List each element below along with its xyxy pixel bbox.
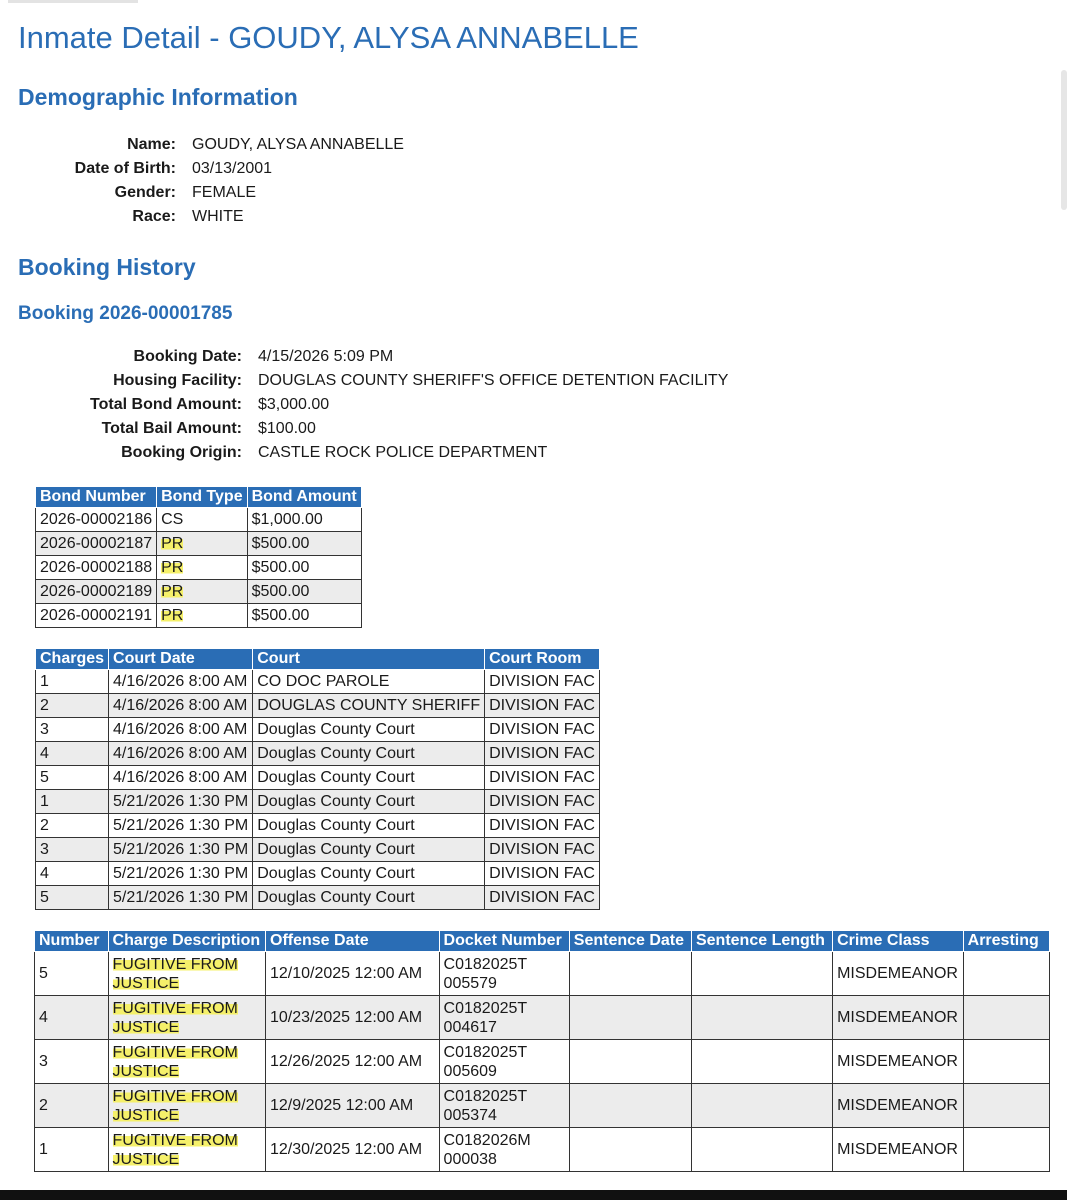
bond-type-text: PR [161, 582, 184, 600]
sentence-length [691, 996, 832, 1040]
field-value: CASTLE ROCK POLICE DEPARTMENT [258, 444, 548, 461]
table-row [36, 718, 600, 742]
sentence-length [691, 1128, 832, 1172]
docket-line: 000038 [443, 1150, 497, 1168]
table-header-row [36, 487, 362, 508]
col-header: Court Date [109, 649, 253, 670]
arresting-agency [963, 1040, 1049, 1084]
crime-class: MISDEMEANOR [833, 952, 964, 996]
desc-line: FUGITIVE FROM [112, 1087, 238, 1105]
desc-line: JUSTICE [112, 1018, 180, 1036]
booking-fields [0, 345, 728, 465]
bond-amount: $500.00 [247, 604, 361, 628]
charge-ref: 1 [36, 790, 109, 814]
sentence-date [569, 996, 691, 1040]
field-label: Booking Origin: [121, 444, 242, 461]
table-row [36, 766, 600, 790]
page-title: Inmate Detail - GOUDY, ALYSA ANNABELLE [18, 20, 639, 55]
desc-line: JUSTICE [112, 1062, 180, 1080]
court-name: Douglas County Court [253, 790, 485, 814]
table-row [35, 952, 1050, 996]
court-name: Douglas County Court [253, 742, 485, 766]
court-date: 5/21/2026 1:30 PM [109, 862, 253, 886]
field-value: GOUDY, ALYSA ANNABELLE [192, 136, 404, 153]
court-name: Douglas County Court [253, 838, 485, 862]
field-label: Date of Birth: [74, 160, 176, 177]
vertical-scrollbar[interactable] [1061, 70, 1067, 210]
table-row [36, 742, 600, 766]
docket-line: C0182025T [443, 1043, 528, 1061]
col-header: Court [253, 649, 485, 670]
court-dates-table [35, 648, 600, 910]
table-header-row [35, 931, 1050, 952]
bond-type [157, 604, 247, 628]
docket-number [439, 1040, 569, 1084]
col-header: Number [35, 931, 109, 952]
bond-number: 2026-00002188 [36, 556, 157, 580]
court-date: 5/21/2026 1:30 PM [109, 790, 253, 814]
booking-history-heading: Booking History [18, 254, 196, 280]
court-name: CO DOC PAROLE [253, 670, 485, 694]
table-row [35, 996, 1050, 1040]
charge-ref: 5 [36, 766, 109, 790]
charge-ref: 4 [36, 862, 109, 886]
desc-line: FUGITIVE FROM [112, 1131, 238, 1149]
charge-description [108, 1040, 265, 1084]
court-room: DIVISION FAC [485, 766, 600, 790]
court-name: DOUGLAS COUNTY SHERIFF [253, 694, 485, 718]
table-row [36, 862, 600, 886]
table-row [36, 556, 362, 580]
docket-number [439, 952, 569, 996]
court-date: 4/16/2026 8:00 AM [109, 766, 253, 790]
arresting-agency [963, 996, 1049, 1040]
col-header: Bond Amount [247, 487, 361, 508]
field-value: 03/13/2001 [192, 160, 273, 177]
sentence-length [691, 1040, 832, 1084]
court-name: Douglas County Court [253, 862, 485, 886]
table-row [35, 1084, 1050, 1128]
booking-row [0, 417, 728, 441]
docket-line: 005579 [443, 974, 497, 992]
court-name: Douglas County Court [253, 886, 485, 910]
desc-line: JUSTICE [112, 1150, 180, 1168]
bond-type [157, 556, 247, 580]
booking-row [0, 369, 728, 393]
col-header: Arresting [963, 931, 1049, 952]
docket-line: C0182025T [443, 955, 528, 973]
crime-class: MISDEMEANOR [833, 996, 964, 1040]
charge-ref: 3 [36, 718, 109, 742]
bond-type [157, 508, 247, 532]
offense-date: 12/26/2025 12:00 AM [266, 1040, 440, 1084]
bond-type [157, 532, 247, 556]
col-header: Bond Number [36, 487, 157, 508]
bond-type-text: PR [161, 534, 184, 552]
field-value: $100.00 [258, 420, 316, 437]
court-name: Douglas County Court [253, 766, 485, 790]
field-label: Name: [127, 136, 176, 153]
docket-line: 004617 [443, 1018, 497, 1036]
table-row [36, 580, 362, 604]
court-date: 4/16/2026 8:00 AM [109, 742, 253, 766]
table-row [36, 790, 600, 814]
field-value: DOUGLAS COUNTY SHERIFF'S OFFICE DETENTION FACILITY [258, 372, 729, 389]
demographic-row [0, 133, 404, 157]
field-value: 4/15/2026 5:09 PM [258, 348, 394, 365]
sentence-date [569, 952, 691, 996]
demographic-fields [0, 133, 404, 229]
bond-table [35, 486, 362, 628]
court-room: DIVISION FAC [485, 886, 600, 910]
charge-ref: 2 [36, 694, 109, 718]
top-edge [8, 0, 138, 3]
field-label: Booking Date: [133, 348, 242, 365]
field-label: Total Bail Amount: [101, 420, 242, 437]
docket-line: C0182025T [443, 1087, 528, 1105]
table-row [36, 694, 600, 718]
field-value: $3,000.00 [258, 396, 330, 413]
table-header-row [36, 649, 600, 670]
docket-line: 005374 [443, 1106, 497, 1124]
col-header: Sentence Length [691, 931, 832, 952]
table-row [36, 532, 362, 556]
demographic-row [0, 181, 404, 205]
crime-class: MISDEMEANOR [833, 1128, 964, 1172]
docket-line: 005609 [443, 1062, 497, 1080]
table-row [36, 604, 362, 628]
col-header: Charges [36, 649, 109, 670]
docket-number [439, 1128, 569, 1172]
charge-ref: 5 [36, 886, 109, 910]
bond-type-text: CS [161, 510, 184, 528]
court-date: 4/16/2026 8:00 AM [109, 718, 253, 742]
court-room: DIVISION FAC [485, 814, 600, 838]
charge-ref: 3 [36, 838, 109, 862]
offense-date: 10/23/2025 12:00 AM [266, 996, 440, 1040]
court-room: DIVISION FAC [485, 718, 600, 742]
col-header: Docket Number [439, 931, 569, 952]
field-value: FEMALE [192, 184, 257, 201]
charge-number: 3 [35, 1040, 109, 1084]
bond-amount: $500.00 [247, 556, 361, 580]
desc-line: FUGITIVE FROM [112, 955, 238, 973]
table-row [36, 508, 362, 532]
sentence-length [691, 1084, 832, 1128]
sentence-date [569, 1084, 691, 1128]
desc-line: FUGITIVE FROM [112, 999, 238, 1017]
table-row [36, 886, 600, 910]
arresting-agency [963, 1084, 1049, 1128]
bottom-bar [0, 1190, 1067, 1200]
sentence-length [691, 952, 832, 996]
court-room: DIVISION FAC [485, 694, 600, 718]
arresting-agency [963, 1128, 1049, 1172]
col-header: Court Room [485, 649, 600, 670]
court-room: DIVISION FAC [485, 862, 600, 886]
charge-number: 4 [35, 996, 109, 1040]
charge-number: 1 [35, 1128, 109, 1172]
court-room: DIVISION FAC [485, 742, 600, 766]
charges-table-viewport[interactable] [34, 930, 1050, 1175]
court-name: Douglas County Court [253, 718, 485, 742]
field-label: Gender: [114, 184, 176, 201]
table-row [35, 1040, 1050, 1084]
crime-class: MISDEMEANOR [833, 1040, 964, 1084]
field-label: Total Bond Amount: [90, 396, 242, 413]
charge-description [108, 1128, 265, 1172]
bond-amount: $1,000.00 [247, 508, 361, 532]
sentence-date [569, 1040, 691, 1084]
bond-number: 2026-00002191 [36, 604, 157, 628]
bond-type [157, 580, 247, 604]
charge-number: 5 [35, 952, 109, 996]
field-label: Housing Facility: [113, 372, 242, 389]
crime-class: MISDEMEANOR [833, 1084, 964, 1128]
col-header: Charge Description [108, 931, 265, 952]
charge-description [108, 996, 265, 1040]
court-date: 5/21/2026 1:30 PM [109, 886, 253, 910]
bond-number: 2026-00002187 [36, 532, 157, 556]
col-header: Bond Type [157, 487, 247, 508]
field-label: Race: [132, 208, 176, 225]
desc-line: JUSTICE [112, 974, 180, 992]
charges-table [34, 930, 1050, 1172]
desc-line: JUSTICE [112, 1106, 180, 1124]
field-value: WHITE [192, 208, 244, 225]
court-room: DIVISION FAC [485, 790, 600, 814]
offense-date: 12/9/2025 12:00 AM [266, 1084, 440, 1128]
bond-type-text: PR [161, 606, 184, 624]
table-row [36, 838, 600, 862]
court-date: 4/16/2026 8:00 AM [109, 694, 253, 718]
table-row [36, 670, 600, 694]
col-header: Crime Class [833, 931, 964, 952]
docket-number [439, 996, 569, 1040]
court-room: DIVISION FAC [485, 670, 600, 694]
demographic-row [0, 205, 404, 229]
demographic-heading: Demographic Information [18, 84, 298, 110]
sentence-date [569, 1128, 691, 1172]
booking-title[interactable]: Booking 2026-00001785 [18, 303, 233, 324]
bond-amount: $500.00 [247, 580, 361, 604]
arresting-agency [963, 952, 1049, 996]
charge-description [108, 952, 265, 996]
charge-description [108, 1084, 265, 1128]
bond-amount: $500.00 [247, 532, 361, 556]
booking-row [0, 345, 728, 369]
table-row [35, 1128, 1050, 1172]
charge-ref: 4 [36, 742, 109, 766]
court-date: 5/21/2026 1:30 PM [109, 814, 253, 838]
charge-ref: 2 [36, 814, 109, 838]
charge-number: 2 [35, 1084, 109, 1128]
table-row [36, 814, 600, 838]
bond-type-text: PR [161, 558, 184, 576]
court-date: 5/21/2026 1:30 PM [109, 838, 253, 862]
offense-date: 12/10/2025 12:00 AM [266, 952, 440, 996]
bond-number: 2026-00002189 [36, 580, 157, 604]
desc-line: FUGITIVE FROM [112, 1043, 238, 1061]
docket-line: C0182025T [443, 999, 528, 1017]
offense-date: 12/30/2025 12:00 AM [266, 1128, 440, 1172]
demographic-row [0, 157, 404, 181]
court-name: Douglas County Court [253, 814, 485, 838]
booking-row [0, 393, 728, 417]
bond-number: 2026-00002186 [36, 508, 157, 532]
charge-ref: 1 [36, 670, 109, 694]
docket-number [439, 1084, 569, 1128]
col-header: Sentence Date [569, 931, 691, 952]
col-header: Offense Date [266, 931, 440, 952]
court-date: 4/16/2026 8:00 AM [109, 670, 253, 694]
docket-line: C0182026M [443, 1131, 531, 1149]
booking-row [0, 441, 728, 465]
court-room: DIVISION FAC [485, 838, 600, 862]
